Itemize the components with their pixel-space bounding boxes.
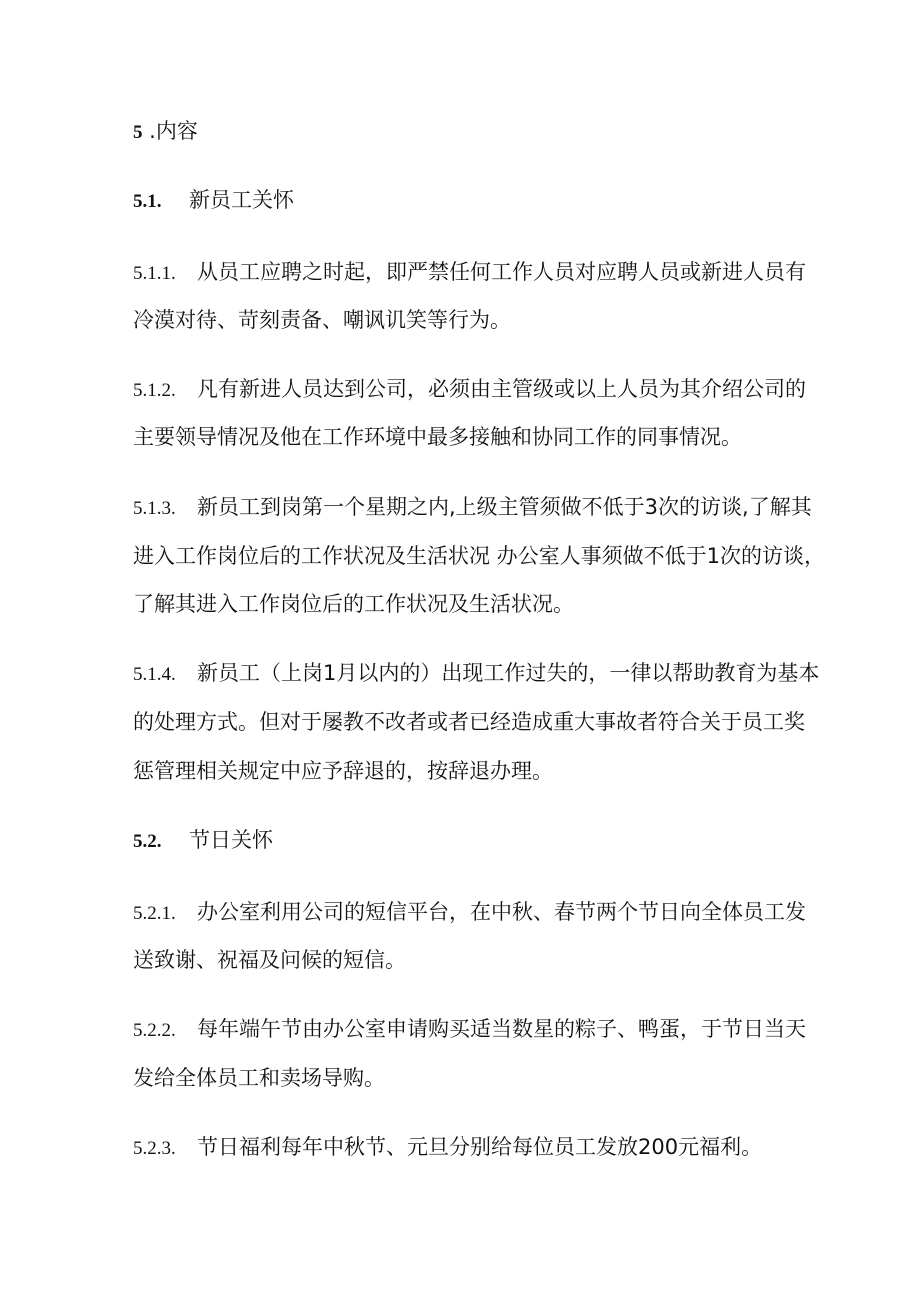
- paragraph-5-1-3-line1: [133, 492, 812, 524]
- paragraph-number: 5.1.3.: [133, 498, 176, 519]
- subsection-number: 5.1.: [133, 191, 162, 212]
- paragraph-number: 5.1.1.: [133, 263, 176, 284]
- paragraph-5-1-1-line2: 冷漠对待、苛刻责备、嘲讽讥笑等行为。: [133, 308, 511, 332]
- paragraph-number: 5.1.2.: [133, 380, 176, 401]
- paragraph-number: 5.2.3.: [133, 1138, 176, 1159]
- paragraph-text: 节日福利每年中秋节、元旦分别给每位员工发放200元福利。: [197, 1135, 763, 1159]
- paragraph-5-1-2-line1: [133, 374, 806, 406]
- paragraph-5-1-4-line1: [133, 658, 819, 690]
- paragraph-text: 办公室利用公司的短信平台，在中秋、春节两个节日向全体员工发: [197, 900, 806, 924]
- subsection-heading-5-1: [133, 185, 294, 217]
- paragraph-5-2-1-line2: 送致谢、祝福及问候的短信。: [133, 948, 406, 972]
- paragraph-5-2-1-line1: [133, 897, 806, 929]
- paragraph-text: 从员工应聘之时起，即严禁任何工作人员对应聘人员或新进人员有: [197, 260, 806, 284]
- paragraph-5-1-4-line2: 的处理方式。但对于屡教不改者或者已经造成重大事故者符合关于员工奖: [133, 710, 805, 734]
- subsection-title: 节日关怀: [189, 828, 273, 852]
- paragraph-5-1-4-line3: 惩管理相关规定中应予辞退的，按辞退办理。: [133, 759, 553, 783]
- paragraph-5-1-1-line1: [133, 257, 806, 289]
- paragraph-5-1-3-line3: 了解其进入工作岗位后的工作状况及生活状况。: [133, 592, 574, 616]
- section-heading: [133, 116, 198, 148]
- paragraph-5-1-2-line2: 主要领导情况及他在工作环境中最多接触和协同工作的同事情况。: [133, 425, 742, 449]
- section-title: .内容: [142, 119, 198, 143]
- subsection-title: 新员工关怀: [189, 188, 294, 212]
- paragraph-text: 新员工到岗第一个星期之内,上级主管须做不低于3次的访谈,了解其: [197, 495, 812, 519]
- paragraph-text: 新员工（上岗1月以内的）出现工作过失的，一律以帮助教育为基本: [197, 661, 820, 685]
- paragraph-number: 5.1.4.: [133, 664, 176, 685]
- paragraph-number: 5.2.1.: [133, 903, 176, 924]
- paragraph-number: 5.2.2.: [133, 1020, 176, 1041]
- paragraph-5-2-3-line1: [133, 1132, 762, 1164]
- paragraph-5-2-2-line1: [133, 1014, 806, 1046]
- paragraph-text: 凡有新进人员达到公司，必须由主管级或以上人员为其介绍公司的: [197, 377, 806, 401]
- subsection-number: 5.2.: [133, 831, 162, 852]
- paragraph-5-1-3-line2: 进入工作岗位后的工作状况及生活状况 办公室人事须做不低于1次的访谈，: [133, 544, 826, 568]
- section-number: 5: [133, 122, 143, 143]
- subsection-heading-5-2: [133, 825, 273, 857]
- paragraph-5-2-2-line2: 发给全体员工和卖场导购。: [133, 1066, 385, 1090]
- paragraph-text: 每年端午节由办公室申请购买适当数星的粽子、鸭蛋，于节日当天: [197, 1017, 806, 1041]
